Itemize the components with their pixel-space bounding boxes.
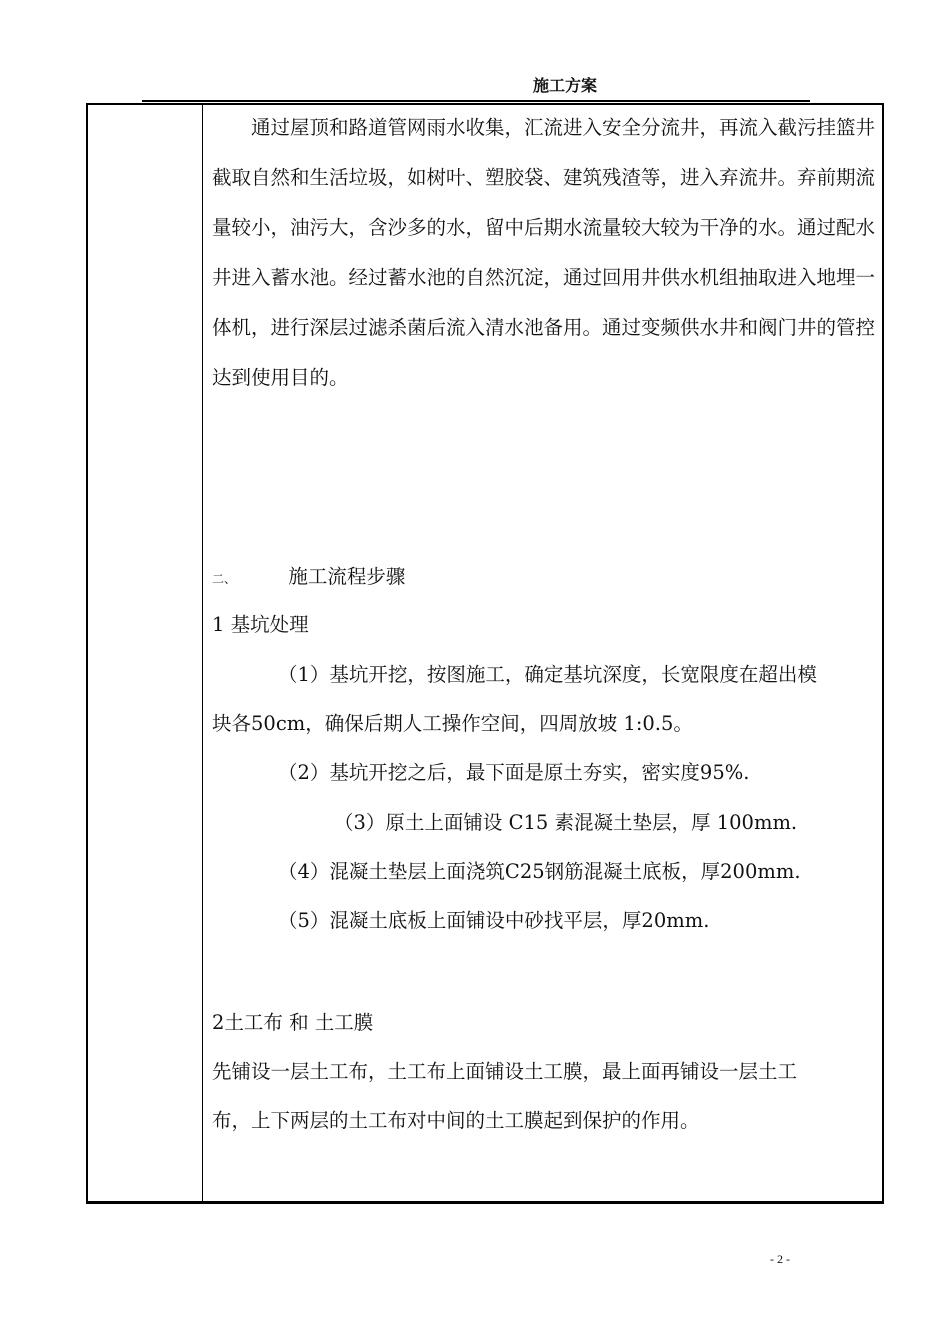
geotextile-text-line-1: 先铺设一层土工布，土工布上面铺设土工膜，最上面再铺设一层土工: [212, 1060, 798, 1083]
subsection-heading-geotextile: 2土工布 和 土工膜: [212, 1011, 374, 1034]
step-1-line-1: （1）基坑开挖，按图施工，确定基坑深度，长宽限度在超出模: [278, 663, 817, 686]
step-4: （4）混凝土垫层上面浇筑C25钢筋混凝土底板，厚200mm.: [278, 860, 801, 883]
section-heading: [212, 565, 405, 591]
step-2: （2）基坑开挖之后，最下面是原土夯实，密实度95%.: [278, 761, 750, 784]
document-table: [86, 103, 884, 1204]
step-3: （3）原土上面铺设 C15 素混凝土垫层，厚 100mm.: [334, 811, 798, 834]
section-number: 二、: [212, 572, 237, 586]
step-1-line-2: 块各50cm，确保后期人工操作空间，四周放坡 1:0.5。: [212, 712, 693, 735]
intro-paragraph: 通过屋顶和路道管网雨水收集，汇流进入安全分流井，再流入截污挂篮井截取自然和生活垃圾，如树叶、塑胶袋、建筑残渣等，进入弃流井。弃前期流量较小，油污大，含沙多的水，留中后期水流量较大较为干净的水。通过配水井进入蓄水池。经过蓄水池的自然沉淀，通过回用井供水机组抽取进入地埋一体机，进行深层过滤杀菌后流入清水池备用。通过变频供水井和阀门井的管控达到使用目的。: [212, 116, 876, 389]
table-left-column: [88, 105, 203, 1201]
section-title: 施工流程步骤: [288, 565, 406, 588]
step-5: （5）混凝土底板上面铺设中砂找平层，厚20mm.: [278, 909, 710, 932]
geotextile-text-line-2: 布，上下两层的土工布对中间的土工膜起到保护的作用。: [212, 1109, 700, 1132]
page-number: - 2 -: [770, 1252, 790, 1266]
page-header-title: 施工方案: [532, 76, 597, 95]
header-rule: [142, 100, 810, 102]
subsection-heading-pit: 1 基坑处理: [212, 613, 309, 636]
